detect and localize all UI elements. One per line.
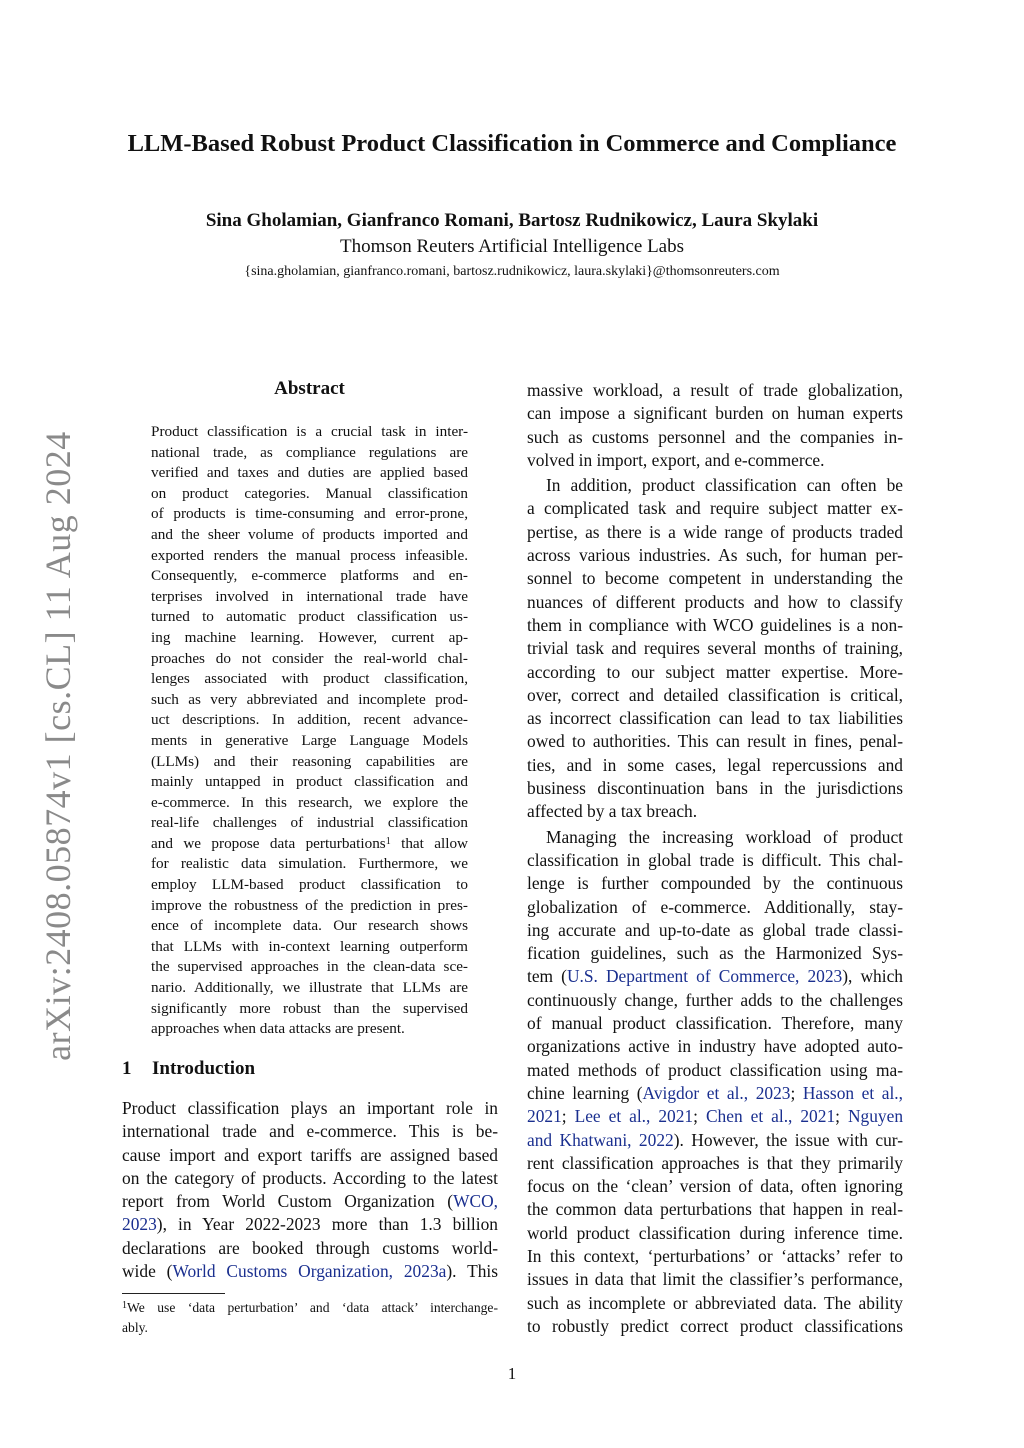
body-line: nuances of different products and how to classify [527,591,903,612]
abstract-line: ence of incomplete data. Our research shows [151,917,468,935]
abstract-line-text: and we propose data perturbations [151,834,386,852]
abstract-line: employ LLM-based product classification to [151,876,468,894]
citation-link-hasson[interactable]: Hasson et al., [802,1082,903,1103]
right-column [527,379,903,1338]
body-line: over, correct and detailed classification is critical, [527,684,903,705]
footnote [122,1298,498,1337]
body-line: massive workload, a result of trade globalization, [527,380,903,400]
body-line [527,1105,903,1128]
body-line: fication guidelines, such as the Harmonized Sys- [527,943,903,964]
abstract-line: and the sheer volume of products imported and [151,525,468,543]
citation-link-lee[interactable]: Lee et al., 2021 [574,1106,694,1127]
body-line: focus on the ‘clean’ version of data, often ignoring [527,1176,903,1197]
intro-text: report from World Custom Organization ( [122,1191,454,1212]
body-line: can impose a significant burden on human experts [527,403,903,424]
body-text: ; [790,1082,803,1103]
body-line: affected by a tax breach. [527,801,698,822]
citation-link-avigdor[interactable]: Avigdor et al., 2023 [642,1082,791,1103]
body-line: classification in global trade is difficult. This chal- [527,849,903,870]
citation-link-world-customs[interactable]: World Customs Organization, 2023a [172,1261,447,1282]
paper-title: LLM-Based Robust Product Classification in Commerce and Compliance [127,130,897,157]
body-line: across various industries. As such, for human per- [527,545,903,566]
abstract-line: turned to automatic product classification us- [151,608,468,626]
intro-line: on the category of products. According to the latest [122,1167,498,1188]
citation-link-wco[interactable]: WCO, [453,1191,498,1212]
body-line: mated methods of product classification using ma- [527,1059,903,1080]
abstract-line: proaches do not consider the real-world chal- [151,649,468,667]
citation-link-chen[interactable]: Chen et al., 2021 [705,1106,836,1127]
intro-line: Product classification plays an important role in [122,1098,498,1118]
footnote-marker[interactable]: 1 [385,835,391,847]
body-line: business discontinuation bans in the jurisdictions [527,778,903,799]
body-line: continuously change, further adds to the challenges [527,989,903,1010]
arxiv-identifier-stamp: arXiv:2408.05874v1 [cs.CL] 11 Aug 2024 [38,431,78,1061]
citation-link-nguyen[interactable]: Nguyen [847,1106,904,1127]
abstract-line-tail: that allow [390,834,469,852]
abstract-body [151,422,468,1040]
abstract-line: of products is time-consuming and error-prone, [151,505,468,523]
section-number: 1 [122,1058,132,1079]
abstract-line: for realistic data simulation. Furthermore, we [151,855,468,873]
footnote-number: 1 [122,1300,127,1311]
body-text: ; [835,1106,848,1127]
body-line: rent classification approaches is that they primarily [527,1152,903,1173]
footnote-text: We use ‘data perturbation’ and ‘data attack’ interchange- [127,1300,498,1315]
citation-link-us-commerce[interactable]: U.S. Department of Commerce, 2023 [566,966,843,987]
abstract-line: mainly untapped in product classification and [151,773,468,791]
intro-line [122,1260,498,1283]
intro-text: ), in Year 2022-2023 more than 1.3 billion [156,1214,498,1235]
affiliation: Thomson Reuters Artificial Intelligence Labs [339,236,684,257]
body-line: the common data perturbations that happen in real- [527,1199,903,1220]
abstract-line: lenges associated with product classification, [151,670,468,688]
footnote-divider [122,1293,225,1294]
abstract-line: terprises involved in international trade have [151,587,468,605]
body-line: In addition, product classification can often be [546,475,903,496]
body-line: as incorrect classification can lead to tax liabilities [527,708,903,729]
body-line: issues in data that limit the classifier’s performance, [527,1269,903,1290]
abstract-heading: Abstract [274,378,345,399]
body-line: owed to authorities. This can result in fines, penal- [527,731,903,752]
abstract-line: that LLMs with in-context learning outperform [151,937,468,955]
intro-text: ). This [446,1261,498,1282]
intro-line: cause import and export tariffs are assigned based [122,1144,498,1165]
intro-line: declarations are booked through customs world- [122,1237,498,1258]
abstract-line: on product categories. Manual classification [151,484,468,502]
abstract-line-with-footnote [151,834,468,855]
body-line: organizations active in industry have adopted auto- [527,1036,903,1057]
body-line: ing accurate and up-to-date as global trade classi- [527,919,903,940]
abstract-line: the supervised approaches in the clean-data sce- [151,958,468,976]
paragraph [527,379,903,472]
body-line: to robustly predict correct product classifications [527,1315,903,1336]
body-text: ). However, the issue with cur- [673,1129,904,1150]
abstract-line: exported renders the manual process infeasible. [151,546,468,564]
body-line: a complicated task and require subject matter ex- [527,498,903,519]
body-line: volved in import, export, and e-commerce. [527,449,825,470]
page-number: 1 [507,1364,517,1383]
body-line: such as customs personnel and the companies in- [527,426,903,447]
body-line [527,1129,903,1152]
body-text: tem ( [527,966,567,987]
abstract-line: (LLMs) and their reasoning capabilities are [151,752,468,770]
body-line: sonnel to become competent in understanding the [527,568,903,589]
abstract-line: Consequently, e-commerce platforms and en- [151,567,468,585]
author-list: Sina Gholamian, Gianfranco Romani, Bartosz Rudnikowicz, Laura Skylaki [205,210,819,231]
citation-link-nguyen-khatwani[interactable]: and Khatwani, 2022 [527,1129,674,1150]
abstract-line: Product classification is a crucial task in inter- [151,423,468,440]
body-line: In this context, ‘perturbations’ or ‘attacks’ refer to [527,1245,903,1266]
paragraph [527,474,903,823]
paragraph [527,826,903,1339]
abstract-line: approaches when data attacks are present. [151,1020,405,1038]
body-line [527,965,903,988]
body-line [527,1082,903,1105]
body-text: chine learning ( [527,1082,643,1103]
abstract-line: significantly more robust than the supervised [151,999,468,1017]
body-line: them in compliance with WCO guidelines is a non- [527,614,903,635]
abstract-line: uct descriptions. In addition, recent advance- [151,711,468,729]
abstract-line: real-life challenges of industrial classification [151,814,468,832]
abstract-line: improve the robustness of the prediction in pres- [151,896,468,914]
body-text: ), which [842,966,903,987]
body-text: ; [693,1106,706,1127]
body-line: trivial task and requires several months of training, [527,638,903,659]
citation-link-hasson-year[interactable]: 2021 [527,1106,562,1127]
footnote-line: ably. [122,1319,148,1335]
body-line: of manual product classification. Therefore, many [527,1013,903,1034]
abstract-line: such as very abbreviated and incomplete prod- [151,690,468,708]
body-line: according to our subject matter expertise. More- [527,661,903,682]
intro-line: international trade and e-commerce. This is be- [122,1121,498,1142]
body-line: ties, and in some cases, legal repercussions and [527,754,903,775]
abstract-line: ments in generative Large Language Models [151,731,468,749]
section-title: Introduction [152,1058,256,1079]
intro-line [122,1213,498,1236]
intro-text: wide ( [122,1261,173,1282]
body-line: globalization of e-commerce. Additionally, stay- [527,896,903,917]
body-line: pertise, as there is a wide range of products traded [527,521,903,542]
introduction-body [122,1097,498,1283]
abstract-line: verified and taxes and duties are applied based [151,464,468,482]
intro-line [122,1190,498,1213]
abstract-line: nario. Additionally, we illustrate that LLMs are [151,979,468,997]
introduction-heading [122,1058,255,1080]
abstract-line: ing machine learning. However, current ap- [151,628,468,646]
author-emails: {sina.gholamian, gianfranco.romani, bartosz.rudnikowicz, laura.skylaki}@thomsonreuters.com [244,264,780,279]
body-text: ; [561,1106,575,1127]
body-line: such as incomplete or abbreviated data. The ability [527,1292,903,1313]
footnote-line [122,1298,498,1318]
abstract-line: e-commerce. In this research, we explore the [151,793,468,811]
body-line: lenge is further compounded by the continuous [527,873,903,894]
citation-link-wco-year[interactable]: 2023 [122,1214,157,1235]
body-line: world product classification during inference time. [527,1222,903,1243]
body-line: Managing the increasing workload of product [546,826,903,847]
abstract-line: national trade, as compliance regulations are [151,443,468,461]
